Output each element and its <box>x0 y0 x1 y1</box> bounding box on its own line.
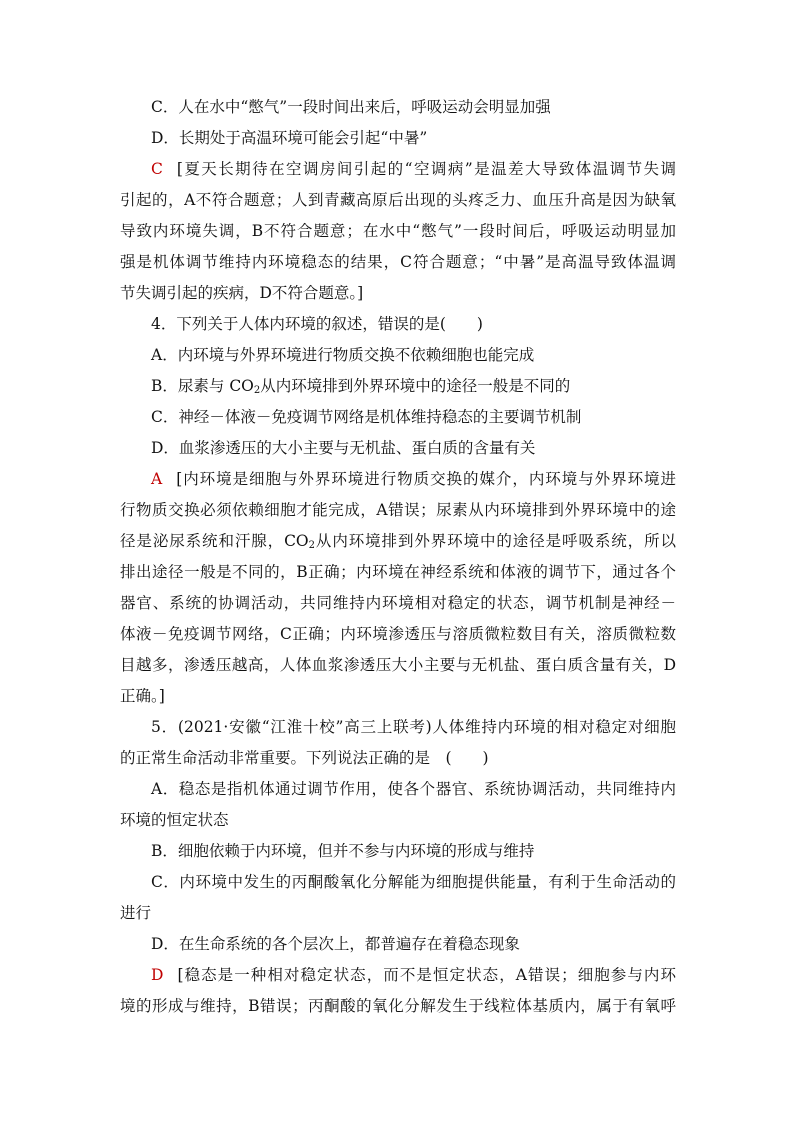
q4-option-c: C．神经－体液－免疫调节网络是机体维持稳态的主要调节机制 <box>151 408 582 426</box>
q4-explanation-text: [内环境是细胞与外界环境进行物质交换的媒介，内环境与外界环境进 <box>176 470 676 488</box>
q5-explanation-line: 境的形成与维持，B错误；丙酮酸的氧化分解发生于线粒体基质内，属于有氧呼 <box>120 997 676 1015</box>
q5-option-c: 进行 <box>120 904 152 922</box>
q4-option-b-pre: B．尿素与 CO <box>151 377 254 395</box>
q3-explanation-text: [夏天长期待在空调房间引起的“空调病”是温差大导致体温调节失调 <box>176 160 676 178</box>
q4-answer-letter: A <box>151 470 163 488</box>
q3-explanation-line: 引起的，A不符合题意；人到青藏高原后出现的头疼乏力、血压升高是因为缺氧 <box>120 191 676 209</box>
q4-stem: 4．下列关于人体内环境的叙述，错误的是( ) <box>151 315 483 333</box>
q3-option-c: C．人在水中“憋气”一段时间出来后，呼吸运动会明显加强 <box>151 98 551 116</box>
q4-explanation-line: 器官、系统的协调活动，共同维持内环境相对稳定的状态，调节机制是神经－ <box>120 594 676 612</box>
q4-explanation-line: 行物质交换必须依赖细胞才能完成，A错误；尿素从内环境排到外界环境中的途 <box>120 501 676 519</box>
q4-explanation-line: 排出途径一般是不同的，B正确；内环境在神经系统和体液的调节下，通过各个 <box>120 563 676 581</box>
q4-explanation-3-post: 从内环境排到外界环境中的途径是呼吸系统，所以 <box>315 532 676 550</box>
q4-option-a: A．内环境与外界环境进行物质交换不依赖细胞也能完成 <box>151 346 535 364</box>
q3-option-d: D．长期处于高温环境可能会引起“中暑” <box>151 129 428 147</box>
q4-explanation-line: 正确。] <box>120 687 165 705</box>
q4-explanation-line <box>120 464 676 495</box>
q5-option-d: D．在生命系统的各个层次上，都普遍存在着稳态现象 <box>151 935 520 953</box>
q4-option-b-post: 从内环境排到外界环境中的途径一般是不同的 <box>260 377 571 395</box>
q4-explanation-line <box>120 526 676 557</box>
q3-answer-letter: C <box>151 160 163 178</box>
q5-explanation-text: [稳态是一种相对稳定状态，而不是恒定状态，A错误；细胞参与内环 <box>177 966 676 984</box>
q5-answer-letter: D <box>151 966 164 984</box>
q4-explanation-3-sub: 2 <box>308 540 316 551</box>
q4-option-d: D．血浆渗透压的大小主要与无机盐、蛋白质的含量有关 <box>151 439 536 457</box>
q5-stem: 5．(2021·安徽“江淮十校”高三上联考)人体维持内环境的相对稳定对细胞 <box>151 718 676 736</box>
q5-option-a: A．稳态是指机体通过调节作用，使各个器官、系统协调活动，共同维持内 <box>151 780 676 798</box>
q5-explanation-line <box>120 960 676 991</box>
q5-option-a: 环境的恒定状态 <box>120 811 229 829</box>
q4-explanation-line: 目越多，渗透压越高，人体血浆渗透压大小主要与无机盐、蛋白质含量有关，D <box>120 656 676 674</box>
q3-explanation-line: 导致内环境失调，B不符合题意；在水中“憋气”一段时间后，呼吸运动明显加 <box>120 222 676 240</box>
q4-option-b-sub: 2 <box>253 385 261 396</box>
q4-option-b <box>120 371 676 402</box>
q3-explanation-line: 节失调引起的疾病，D不符合题意。] <box>120 284 364 302</box>
page-content <box>120 92 676 1022</box>
q5-stem: 的正常生命活动非常重要。下列说法正确的是 ( ) <box>120 749 489 767</box>
q5-option-b: B．细胞依赖于内环境，但并不参与内环境的形成与维持 <box>151 842 535 860</box>
q3-explanation-line: 强是机体调节维持内环境稳态的结果，C符合题意；“中暑”是高温导致体温调 <box>120 253 676 271</box>
q4-explanation-3-pre: 径是泌尿系统和汗腺，CO <box>120 532 309 550</box>
q4-explanation-line: 体液－免疫调节网络，C正确；内环境渗透压与溶质微粒数目有关，溶质微粒数 <box>120 625 676 643</box>
q3-explanation-line <box>120 154 676 185</box>
q5-option-c: C．内环境中发生的丙酮酸氧化分解能为细胞提供能量，有利于生命活动的 <box>151 873 676 891</box>
